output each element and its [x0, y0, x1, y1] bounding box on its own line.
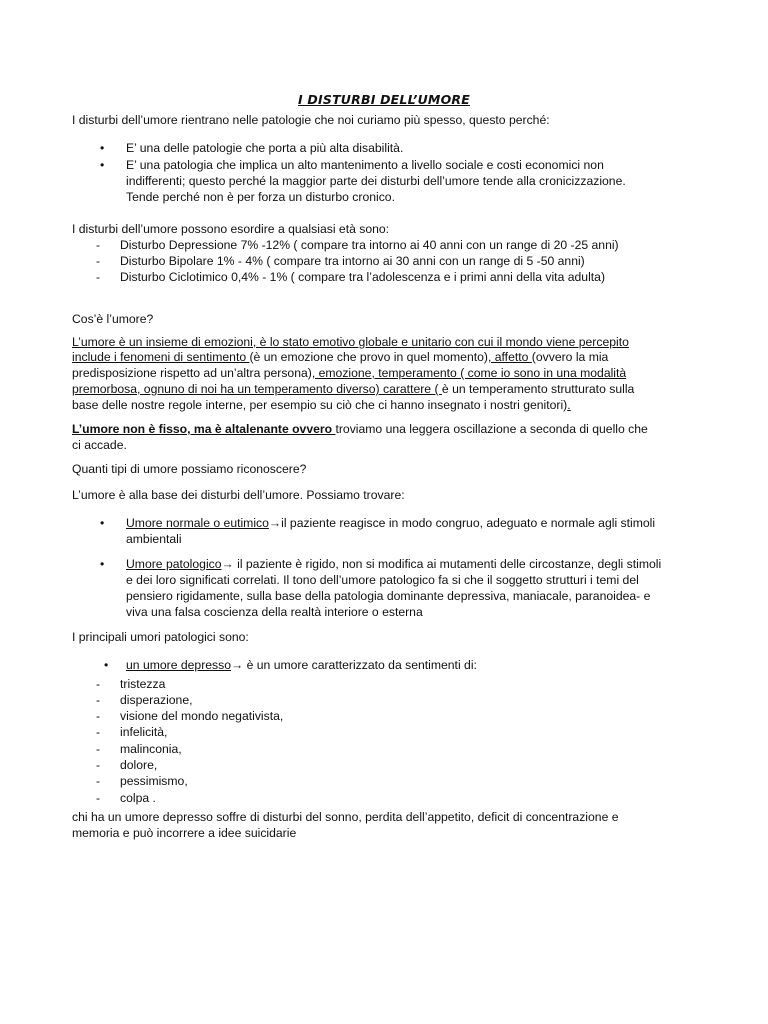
definition-text: predisposizione rispetto ad un’altra persona)	[72, 366, 312, 380]
question-what-is-mood: Cos’è l’umore?	[72, 312, 154, 326]
definition-line-5	[72, 398, 571, 413]
dash-marker: -	[96, 791, 101, 805]
definition-underlined-text: .	[567, 398, 571, 412]
dash-marker: -	[96, 774, 101, 788]
pathological-mood-label: Umore patologico	[126, 557, 222, 571]
definition-line-1	[72, 335, 629, 350]
feeling-item: malinconia,	[120, 742, 182, 756]
bullet-marker: •	[104, 658, 109, 672]
feeling-item: pessimismo,	[120, 774, 188, 788]
reason-item-1: E’ una delle patologie che porta a più alta disabilità.	[126, 141, 404, 155]
definition-text: è un temperamento strutturato sulla	[441, 382, 635, 396]
definition-text: (ovvero la mia	[531, 350, 609, 364]
normal-mood-text: il paziente reagisce in modo congruo, adeguato e normale agli stimoli	[281, 516, 656, 530]
normal-mood-label: Umore normale o eutimico	[126, 516, 269, 530]
definition-underlined-text: premorbosa, ognuno di noi ha un temperamento diverso)	[72, 382, 383, 396]
dash-marker: -	[96, 677, 101, 691]
feeling-item: visione del mondo negativista,	[120, 709, 284, 723]
depressed-mood-text: è un umore caratterizzato da sentimenti di:	[243, 658, 477, 672]
definition-line-4	[72, 382, 634, 397]
pathological-mood-line-3: pensiero rigidamente, sulla base della patologia dominante depressiva, maniacale, paranoidea- e	[126, 589, 651, 603]
arrow-icon: →	[268, 516, 282, 530]
definition-line-3	[72, 366, 626, 381]
bullet-marker: •	[100, 158, 105, 172]
dash-marker: -	[96, 270, 101, 284]
definition-underlined-text: carattere (	[382, 382, 442, 396]
definition-underlined-text: L’umore è un insieme di emozioni, è lo stato emotivo globale e unitario con cui il mondo viene percepito	[72, 335, 629, 349]
onset-intro: I disturbi dell’umore possono esordire a qualsiasi età sono:	[72, 222, 390, 236]
pathological-mood-text: il paziente è rigido, non si modifica ai mutamenti delle circostanze, degli stimoli	[233, 557, 662, 571]
bullet-marker: •	[100, 557, 105, 571]
normal-mood-line-2: ambientali	[126, 532, 182, 546]
definition-text: (è un emozione che provo in quel momento)	[249, 350, 488, 364]
definition-underlined-text: , affetto	[487, 350, 532, 364]
disorder-depression: Disturbo Depressione 7% -12% ( compare tra intorno ai 40 anni con un range di 20 -25 anni)	[120, 238, 619, 252]
dash-marker: -	[96, 725, 101, 739]
bullet-marker: •	[100, 141, 105, 155]
conclusion-line-1: chi ha un umore depresso soffre di disturbi del sonno, perdita dell’appetito, deficit di concentrazione e	[72, 810, 619, 824]
reason-item-2-line-2: indifferenti; questo perché la maggior parte dei disturbi dell’umore tende alla cronicizzazione.	[126, 174, 626, 188]
mood-base-paragraph: L’umore è alla base dei disturbi dell’umore. Possiamo trovare:	[72, 488, 405, 502]
dash-marker: -	[96, 693, 101, 707]
pathological-mood-line-4: viva una falsa coscienza della realtà interiore o esterna	[126, 605, 423, 619]
depressed-mood-line	[126, 658, 477, 673]
dash-marker: -	[96, 238, 101, 252]
feeling-item: infelicità,	[120, 725, 168, 739]
definition-line-2	[72, 350, 608, 365]
disorder-bipolar: Disturbo Bipolare 1% - 4% ( compare tra intorno ai 30 anni con un range di 5 -50 anni)	[120, 254, 585, 268]
conclusion-line-2: memoria e può incorrere a idee suicidarie	[72, 826, 297, 840]
fluctuation-line-2: ci accade.	[72, 438, 127, 452]
normal-mood-line-1	[126, 516, 655, 531]
feeling-item: disperazione,	[120, 693, 193, 707]
pathological-mood-line-2: e dei loro significati correlati. Il tono dell’umore patologico fa si che il soggetto strutturi i temi del	[126, 573, 639, 587]
feeling-item: dolore,	[120, 758, 158, 772]
arrow-icon: →	[221, 557, 234, 571]
disorder-cyclothymic: Disturbo Ciclotimico 0,4% - 1% ( compare tra l’adolescenza e i primi anni della vita adulta)	[120, 270, 606, 284]
fluctuation-text: troviamo una leggera oscillazione a seconda di quello che	[335, 422, 648, 436]
main-moods-intro: I principali umori patologici sono:	[72, 630, 249, 644]
reason-item-2-line-3: Tende perché non è per forza un disturbo cronico.	[126, 190, 395, 204]
fluctuation-bold-text: L’umore non è fisso, ma è altalenante ovvero	[72, 422, 336, 436]
question-mood-types: Quanti tipi di umore possiamo riconoscere?	[72, 462, 307, 476]
pathological-mood-line-1	[126, 557, 661, 572]
definition-underlined-text: , emozione, temperamento ( come io sono in una modalità	[311, 366, 627, 380]
dash-marker: -	[96, 742, 101, 756]
feeling-item: tristezza	[120, 677, 166, 691]
reason-item-2-line-1: E’ una patologia che implica un alto mantenimento a livello sociale e costi economici non	[126, 158, 604, 172]
intro-paragraph: I disturbi dell’umore rientrano nelle patologie che noi curiamo più spesso, questo perché:	[72, 113, 550, 127]
document-title: I DISTURBI DELL’UMORE	[298, 92, 470, 107]
definition-underlined-text: include i fenomeni di sentimento	[72, 350, 250, 364]
dash-marker: -	[96, 254, 101, 268]
bullet-marker: •	[100, 516, 105, 530]
definition-text: base delle nostre regole interne, per esempio su ciò che ci hanno insegnato i nostri genitori)	[72, 398, 568, 412]
dash-marker: -	[96, 709, 101, 723]
fluctuation-line-1	[72, 422, 648, 437]
feeling-item: colpa .	[120, 791, 156, 805]
arrow-icon: →	[231, 658, 244, 672]
depressed-mood-label: un umore depresso	[126, 658, 232, 672]
dash-marker: -	[96, 758, 101, 772]
